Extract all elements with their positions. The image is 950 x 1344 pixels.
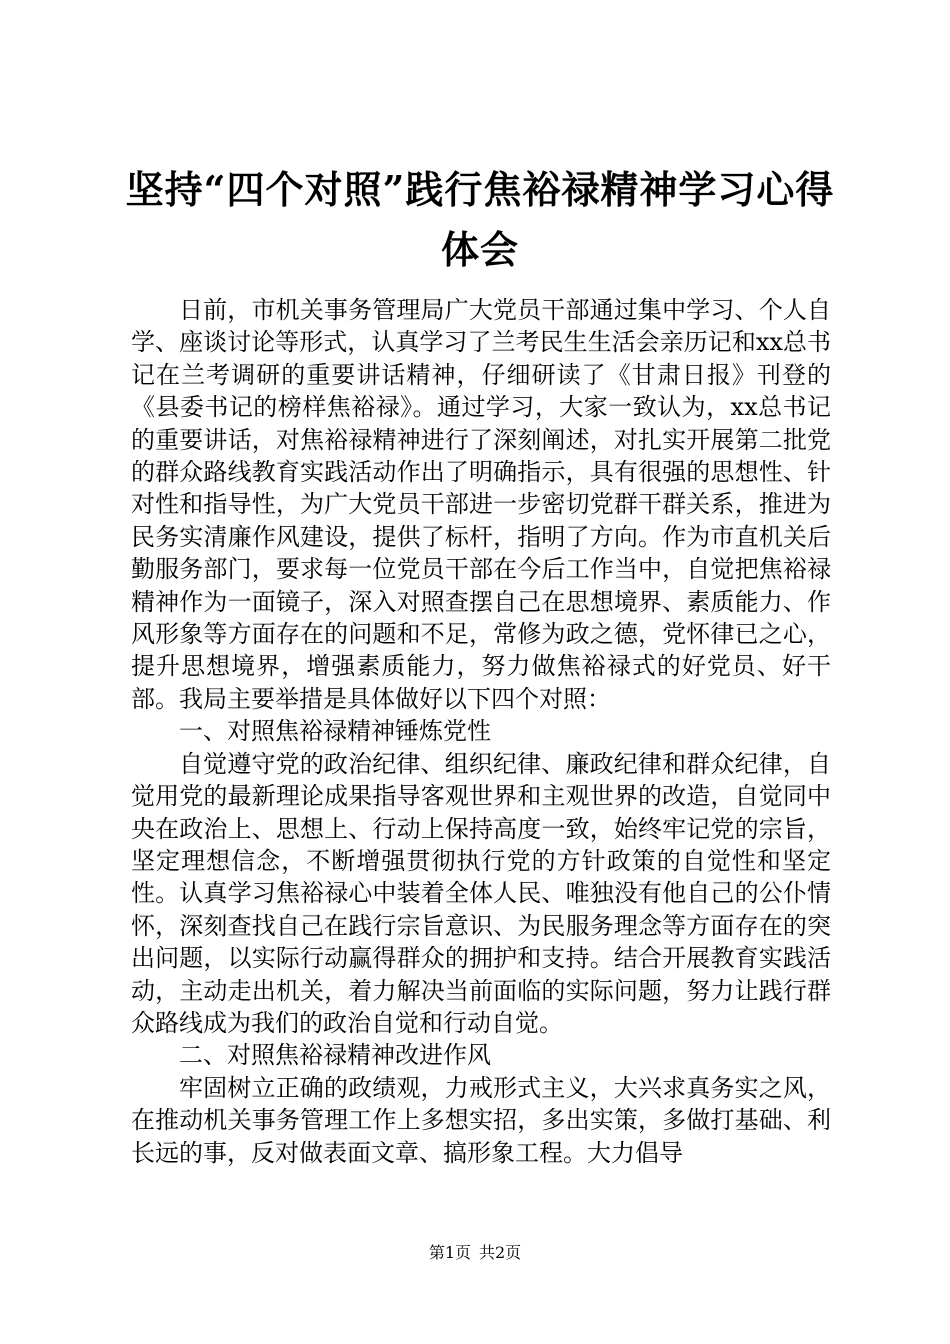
page-number: 第1页: [428, 1243, 471, 1262]
section-heading-2: 二、对照焦裕禄精神改进作风: [179, 1041, 491, 1070]
paragraph-section-1: 自觉遵守党的政治纪律、组织纪律、廉政纪律和群众纪律，自觉用党的最新理论成果指导客观世界和主观世界的改造，自觉同中央在政治上、思想上、行动上保持高度一致，始终牢记党的宗旨，坚定理想信念，不断增强贯彻执行党的方针政策的自觉性和坚定性。认真学习焦裕禄心中装着全体人民、唯独没有他自己的公仆情怀，深刻查找自己在践行宗旨意识、为民服务理念等方面存在的突出问题，以实际行动赢得群众的拥护和支持。结合开展教育实践活动，主动走出机关，着力解决当前面临的实际问题，努力让践行群众路线成为我们的政治自觉和行动自觉。: [131, 749, 831, 1037]
page-total: 共2页: [479, 1243, 522, 1262]
paragraph-intro: 日前，市机关事务管理局广大党员干部通过集中学习、个人自学、座谈讨论等形式，认真学习了兰考民生生活会亲历记和xx总书记在兰考调研的重要讲话精神，仔细研读了《甘肃日报》刊登的《县委书记的榜样焦裕禄》。通过学习，大家一致认为，xx总书记的重要讲话，对焦裕禄精神进行了深刻阐述，对扎实开展第二批党的群众路线教育实践活动作出了明确指示，具有很强的思想性、针对性和指导性，为广大党员干部进一步密切党群干群关系，推进为民务实清廉作风建设，提供了标杆，指明了方向。作为市直机关后勤服务部门，要求每一位党员干部在今后工作当中，自觉把焦裕禄精神作为一面镜子，深入对照查摆自己在思想境界、素质能力、作风形象等方面存在的问题和不足，常修为政之德，党怀律已之心，提升思想境界，增强素质能力，努力做焦裕禄式的好党员、好干部。我局主要举措是具体做好以下四个对照：: [131, 296, 831, 713]
paragraph-section-2: 牢固树立正确的政绩观，力戒形式主义，大兴求真务实之风，在推动机关事务管理工作上多想实招，多出实策，多做打基础、利长远的事，反对做表面文章、搞形象工程。大力倡导: [131, 1073, 831, 1167]
section-heading-1: 一、对照焦裕禄精神锤炼党性: [179, 717, 491, 746]
document-title: 坚持“四个对照”践行焦裕禄精神学习心得体会: [125, 167, 835, 272]
document-body: [131, 294, 831, 1169]
page-footer: [0, 1243, 950, 1263]
